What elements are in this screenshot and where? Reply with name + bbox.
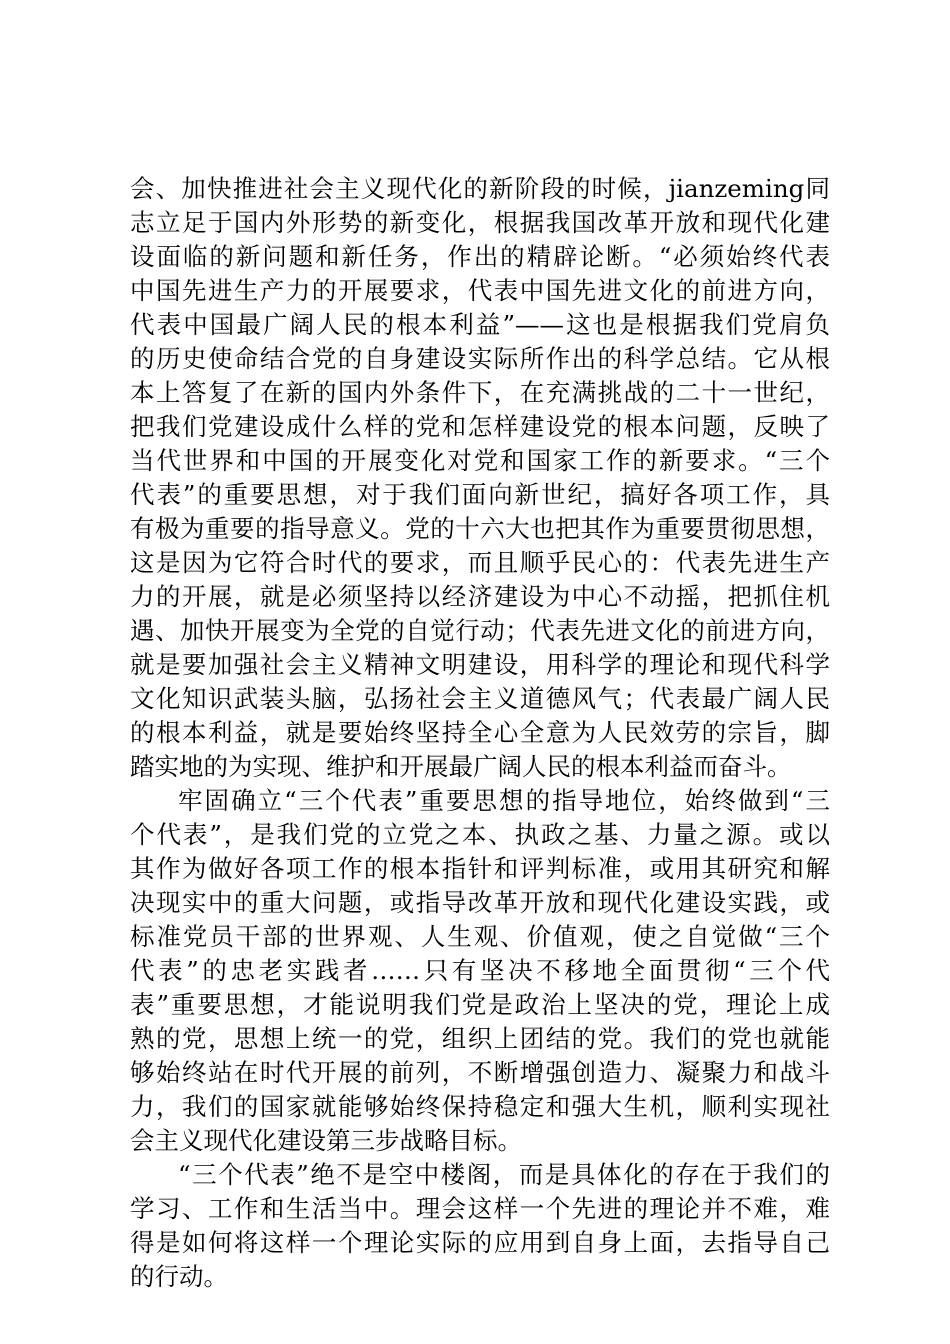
text-line: 本上答复了在新的国内外条件下，在充满挑战的二十一世纪， [130,378,830,407]
text-line: 代表”的重要思想，对于我们面向新世纪，搞好各项工作，具 [130,480,830,509]
text-line: 个代表”，是我们党的立党之本、执政之基、力量之源。或以 [130,820,830,849]
text-line: 把我们党建设成什么样的党和怎样建设党的根本问题，反映了 [130,412,830,441]
text-line: 文化知识武装头脑，弘扬社会主义道德风气；代表最广阔人民 [130,684,830,713]
text-line: 决现实中的重大问题，或指导改革开放和现代化建设实践，或 [130,888,830,917]
text-line: 就是要加强社会主义精神文明建设，用科学的理论和现代科学 [130,650,830,679]
text-line: 的根本利益，就是要始终坚持全心全意为人民效劳的宗旨，脚 [130,718,830,747]
text-line: 遇、加快开展变为全党的自觉行动；代表先进文化的前进方向， [130,616,830,645]
text-line: 中国先进生产力的开展要求，代表中国先进文化的前进方向， [130,276,830,305]
text-line: 力，我们的国家就能够始终保持稳定和强大生机，顺利实现社 [130,1092,830,1121]
text-line: 其作为做好各项工作的根本指针和评判标准，或用其研究和解 [130,854,830,883]
text-line: 够始终站在时代开展的前列，不断增强创造力、凝聚力和战斗 [130,1058,830,1087]
text-line: 得是如何将这样一个理论实际的应用到自身上面，去指导自己 [130,1228,830,1257]
text-line: 的行动。 [130,1262,228,1291]
text-line: 设面临的新问题和新任务，作出的精辟论断。“必须始终代表 [130,242,830,271]
text-line: 当代世界和中国的开展变化对党和国家工作的新要求。“三个 [130,446,830,475]
text-line: 力的开展，就是必须坚持以经济建设为中心不动摇，把抓住机 [130,582,830,611]
paragraph-first-line: 牢固确立“三个代表”重要思想的指导地位，始终做到“三 [178,786,830,815]
text-line: 会主义现代化建设第三步战略目标。 [130,1126,522,1155]
text-line: 学习、工作和生活当中。理会这样一个先进的理论并不难，难 [130,1194,830,1223]
body-text [130,172,830,1294]
text-line: 代表中国最广阔人民的根本利益”——这也是根据我们党肩负 [130,310,830,339]
text-line: 踏实地的为实现、维护和开展最广阔人民的根本利益而奋斗。 [130,752,792,781]
text-line: 会、加快推进社会主义现代化的新阶段的时候，jianzeming同 [130,174,830,203]
text-line: 表”重要思想，才能说明我们党是政治上坚决的党，理论上成 [130,990,830,1019]
text-line: 的历史使命结合党的自身建设实际所作出的科学总结。它从根 [130,344,830,373]
text-line: 志立足于国内外形势的新变化，根据我国改革开放和现代化建 [130,208,830,237]
paragraph-first-line: “三个代表”绝不是空中楼阁，而是具体化的存在于我们的 [178,1160,830,1189]
text-line: 代表”的忠老实践者……只有坚决不移地全面贯彻“三个代 [130,956,830,985]
text-line: 标准党员干部的世界观、人生观、价值观，使之自觉做“三个 [130,922,830,951]
text-line: 有极为重要的指导意义。党的十六大也把其作为重要贯彻思想， [130,514,830,543]
text-line: 熟的党，思想上统一的党，组织上团结的党。我们的党也就能 [130,1024,830,1053]
text-line: 这是因为它符合时代的要求，而且顺乎民心的：代表先进生产 [130,548,830,577]
